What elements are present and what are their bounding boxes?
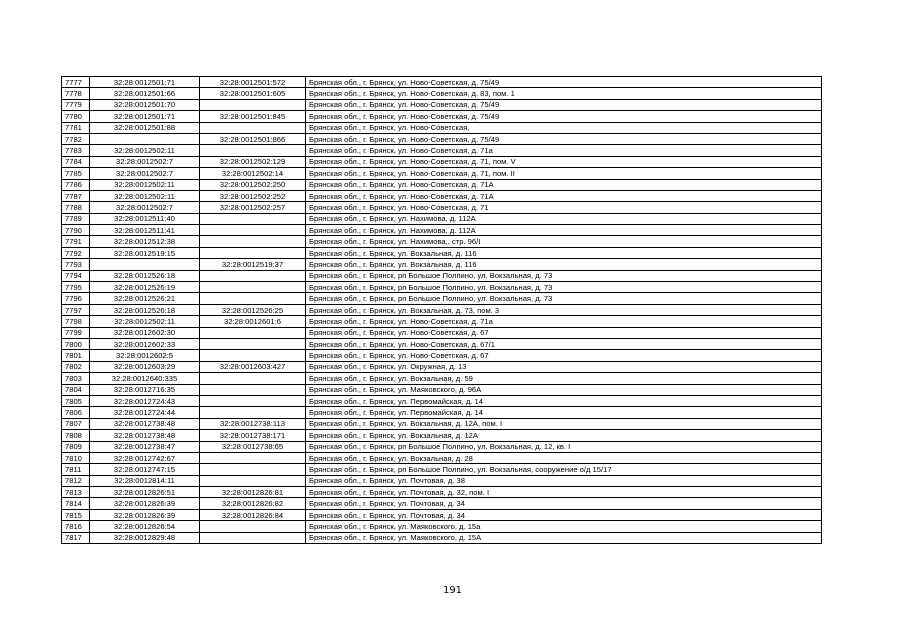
row-number-cell: 7803 — [62, 373, 90, 384]
row-number-cell: 7784 — [62, 156, 90, 167]
address-cell: Брянская обл., г. Брянск, ул. Вокзальная, д. 116 — [306, 247, 822, 258]
related-cadastral-number-cell — [200, 236, 306, 247]
table-row — [62, 270, 822, 281]
cadastral-number-cell: 32:28:0012738:47 — [90, 441, 200, 452]
related-cadastral-number-cell — [200, 350, 306, 361]
address-cell: Брянская обл., г. Брянск, рп Большое Полпино, ул. Вокзальная, д. 73 — [306, 270, 822, 281]
address-cell: Брянская обл., г. Брянск, ул. Ново-Советская, д. 67 — [306, 350, 822, 361]
cadastral-number-cell: 32:28:0012512:38 — [90, 236, 200, 247]
address-cell: Брянская обл., г. Брянск, ул. Ново-Советская, д. 75/49 — [306, 111, 822, 122]
related-cadastral-number-cell: 32:28:0012501:866 — [200, 133, 306, 144]
row-number-cell: 7798 — [62, 316, 90, 327]
related-cadastral-number-cell — [200, 521, 306, 532]
cadastral-number-cell: 32:28:0012526:21 — [90, 293, 200, 304]
row-number-cell: 7778 — [62, 88, 90, 99]
row-number-cell: 7812 — [62, 475, 90, 486]
row-number-cell: 7797 — [62, 304, 90, 315]
related-cadastral-number-cell — [200, 270, 306, 281]
table-row — [62, 384, 822, 395]
related-cadastral-number-cell: 32:28:0012502:129 — [200, 156, 306, 167]
cadastral-number-cell: 32:28:0012826:39 — [90, 498, 200, 509]
table-row — [62, 316, 822, 327]
related-cadastral-number-cell — [200, 282, 306, 293]
related-cadastral-number-cell — [200, 122, 306, 133]
row-number-cell: 7815 — [62, 509, 90, 520]
related-cadastral-number-cell: 32:28:0012601:6 — [200, 316, 306, 327]
table-row — [62, 532, 822, 543]
table-row — [62, 202, 822, 213]
related-cadastral-number-cell — [200, 373, 306, 384]
row-number-cell: 7795 — [62, 282, 90, 293]
related-cadastral-number-cell — [200, 384, 306, 395]
related-cadastral-number-cell — [200, 395, 306, 406]
row-number-cell: 7782 — [62, 133, 90, 144]
table-row — [62, 373, 822, 384]
address-cell: Брянская обл., г. Брянск, ул. Ново-Советская, д. 67 — [306, 327, 822, 338]
row-number-cell: 7804 — [62, 384, 90, 395]
related-cadastral-number-cell: 32:28:0012502:252 — [200, 190, 306, 201]
address-cell: Брянская обл., г. Брянск, ул. Первомайская, д. 14 — [306, 395, 822, 406]
row-number-cell: 7806 — [62, 407, 90, 418]
row-number-cell: 7790 — [62, 225, 90, 236]
related-cadastral-number-cell: 32:28:0012501:605 — [200, 88, 306, 99]
table-row — [62, 225, 822, 236]
table-row — [62, 133, 822, 144]
related-cadastral-number-cell — [200, 452, 306, 463]
table-row — [62, 475, 822, 486]
address-cell: Брянская обл., г. Брянск, ул. Вокзальная, д. 12А, пом. I — [306, 418, 822, 429]
row-number-cell: 7801 — [62, 350, 90, 361]
cadastral-number-cell: 32:28:0012519:15 — [90, 247, 200, 258]
cadastral-number-cell: 32:28:0012826:39 — [90, 509, 200, 520]
table-row — [62, 304, 822, 315]
address-cell: Брянская обл., г. Брянск, рп Большое Полпино, ул. Вокзальная, д. 73 — [306, 293, 822, 304]
row-number-cell: 7808 — [62, 430, 90, 441]
address-cell: Брянская обл., г. Брянск, ул. Вокзальная, д. 73, пом. 3 — [306, 304, 822, 315]
table-row — [62, 521, 822, 532]
row-number-cell: 7811 — [62, 464, 90, 475]
cadastral-number-cell: 32:28:0012829:48 — [90, 532, 200, 543]
address-cell: Брянская обл., г. Брянск, ул. Ново-Советская, д. 71, пом. V — [306, 156, 822, 167]
cadastral-number-cell: 32:28:0012502:7 — [90, 202, 200, 213]
related-cadastral-number-cell: 32:28:0012603:427 — [200, 361, 306, 372]
address-cell: Брянская обл., г. Брянск, ул. Ново-Советская, д. 75/49 — [306, 77, 822, 88]
cadastral-number-cell: 32:28:0012826:54 — [90, 521, 200, 532]
registry-table — [61, 76, 822, 544]
related-cadastral-number-cell — [200, 99, 306, 110]
related-cadastral-number-cell — [200, 247, 306, 258]
address-cell: Брянская обл., г. Брянск, рп Большое Полпино, ул. Вокзальная, д. 12, кв. I — [306, 441, 822, 452]
table-row — [62, 111, 822, 122]
address-cell: Брянская обл., г. Брянск, ул. Ново-Советская, — [306, 122, 822, 133]
cadastral-number-cell: 32:28:0012603:29 — [90, 361, 200, 372]
related-cadastral-number-cell — [200, 464, 306, 475]
related-cadastral-number-cell: 32:28:0012502:250 — [200, 179, 306, 190]
address-cell: Брянская обл., г. Брянск, ул. Ново-Советская, д. 67/1 — [306, 338, 822, 349]
cadastral-number-cell: 32:28:0012526:18 — [90, 270, 200, 281]
address-cell: Брянская обл., г. Брянск, ул. Окружная, д. 13 — [306, 361, 822, 372]
cadastral-number-cell: 32:28:0012826:51 — [90, 487, 200, 498]
cadastral-number-cell: 32:28:0012526:19 — [90, 282, 200, 293]
cadastral-number-cell: 32:28:0012814:11 — [90, 475, 200, 486]
cadastral-number-cell: 32:28:0012501:71 — [90, 111, 200, 122]
cadastral-number-cell: 32:28:0012502:11 — [90, 179, 200, 190]
related-cadastral-number-cell: 32:28:0012519:37 — [200, 259, 306, 270]
table-row — [62, 156, 822, 167]
row-number-cell: 7783 — [62, 145, 90, 156]
cadastral-number-cell: 32:28:0012602:33 — [90, 338, 200, 349]
row-number-cell: 7799 — [62, 327, 90, 338]
address-cell: Брянская обл., г. Брянск, ул. Вокзальная, д. 28 — [306, 452, 822, 463]
cadastral-number-cell: 32:28:0012502:7 — [90, 156, 200, 167]
table-row — [62, 247, 822, 258]
table-row — [62, 122, 822, 133]
row-number-cell: 7807 — [62, 418, 90, 429]
related-cadastral-number-cell: 32:28:0012526:25 — [200, 304, 306, 315]
related-cadastral-number-cell — [200, 293, 306, 304]
row-number-cell: 7789 — [62, 213, 90, 224]
registry-table-body — [62, 77, 822, 544]
address-cell: Брянская обл., г. Брянск, ул. Маяковского, д. 15А — [306, 532, 822, 543]
related-cadastral-number-cell — [200, 338, 306, 349]
table-row — [62, 327, 822, 338]
table-row — [62, 190, 822, 201]
row-number-cell: 7794 — [62, 270, 90, 281]
cadastral-number-cell: 32:28:0012602:30 — [90, 327, 200, 338]
address-cell: Брянская обл., г. Брянск, ул. Нахимова, д. 112А — [306, 213, 822, 224]
cadastral-number-cell: 32:28:0012501:88 — [90, 122, 200, 133]
address-cell: Брянская обл., г. Брянск, ул. Почтовая, д. 34 — [306, 509, 822, 520]
related-cadastral-number-cell: 32:28:0012826:82 — [200, 498, 306, 509]
address-cell: Брянская обл., г. Брянск, ул. Нахимова,, стр. 96/I — [306, 236, 822, 247]
row-number-cell: 7780 — [62, 111, 90, 122]
cadastral-number-cell: 32:28:0012738:48 — [90, 418, 200, 429]
related-cadastral-number-cell — [200, 327, 306, 338]
row-number-cell: 7779 — [62, 99, 90, 110]
related-cadastral-number-cell: 32:28:0012826:84 — [200, 509, 306, 520]
cadastral-number-cell: 32:28:0012742:67 — [90, 452, 200, 463]
cadastral-number-cell: 32:28:0012502:11 — [90, 316, 200, 327]
row-number-cell: 7792 — [62, 247, 90, 258]
cadastral-number-cell: 32:28:0012502:11 — [90, 145, 200, 156]
address-cell: Брянская обл., г. Брянск, ул. Ново-Советская, д. 71а — [306, 145, 822, 156]
address-cell: Брянская обл., г. Брянск, ул. Вокзальная, д. 116 — [306, 259, 822, 270]
cadastral-number-cell: 32:28:0012501:70 — [90, 99, 200, 110]
cadastral-number-cell: 32:28:0012602:5 — [90, 350, 200, 361]
related-cadastral-number-cell: 32:28:0012501:845 — [200, 111, 306, 122]
cadastral-number-cell — [90, 259, 200, 270]
related-cadastral-number-cell: 32:28:0012738:171 — [200, 430, 306, 441]
table-row — [62, 282, 822, 293]
table-row — [62, 88, 822, 99]
table-row — [62, 509, 822, 520]
related-cadastral-number-cell: 32:28:0012826:81 — [200, 487, 306, 498]
row-number-cell: 7802 — [62, 361, 90, 372]
address-cell: Брянская обл., г. Брянск, ул. Ново-Советская, д. 75/49 — [306, 133, 822, 144]
cadastral-number-cell: 32:28:0012747:15 — [90, 464, 200, 475]
cadastral-number-cell — [90, 133, 200, 144]
row-number-cell: 7800 — [62, 338, 90, 349]
address-cell: Брянская обл., г. Брянск, ул. Почтовая, д. 38 — [306, 475, 822, 486]
address-cell: Брянская обл., г. Брянск, ул. Ново-Советская, д. 71А — [306, 179, 822, 190]
table-row — [62, 145, 822, 156]
cadastral-number-cell: 32:28:0012502:11 — [90, 190, 200, 201]
related-cadastral-number-cell — [200, 532, 306, 543]
table-row — [62, 498, 822, 509]
related-cadastral-number-cell — [200, 213, 306, 224]
row-number-cell: 7785 — [62, 168, 90, 179]
row-number-cell: 7787 — [62, 190, 90, 201]
address-cell: Брянская обл., г. Брянск, ул. Маяковского, д. 96А — [306, 384, 822, 395]
address-cell: Брянская обл., г. Брянск, ул. Ново-Советская, д. 71А — [306, 190, 822, 201]
related-cadastral-number-cell — [200, 475, 306, 486]
table-row — [62, 168, 822, 179]
row-number-cell: 7805 — [62, 395, 90, 406]
cadastral-number-cell: 32:28:0012716:35 — [90, 384, 200, 395]
table-row — [62, 77, 822, 88]
row-number-cell: 7796 — [62, 293, 90, 304]
table-row — [62, 213, 822, 224]
address-cell: Брянская обл., г. Брянск, ул. Почтовая, д. 34 — [306, 498, 822, 509]
table-row — [62, 236, 822, 247]
table-row — [62, 418, 822, 429]
table-row — [62, 361, 822, 372]
related-cadastral-number-cell: 32:28:0012502:257 — [200, 202, 306, 213]
row-number-cell: 7786 — [62, 179, 90, 190]
related-cadastral-number-cell — [200, 145, 306, 156]
address-cell: Брянская обл., г. Брянск, рп Большое Полпино, ул. Вокзальная, сооружение о/д 15/17 — [306, 464, 822, 475]
address-cell: Брянская обл., г. Брянск, ул. Вокзальная, д. 12А — [306, 430, 822, 441]
related-cadastral-number-cell: 32:28:0012738:65 — [200, 441, 306, 452]
cadastral-number-cell: 32:28:0012526:18 — [90, 304, 200, 315]
row-number-cell: 7793 — [62, 259, 90, 270]
cadastral-number-cell: 32:28:0012511:41 — [90, 225, 200, 236]
row-number-cell: 7816 — [62, 521, 90, 532]
row-number-cell: 7810 — [62, 452, 90, 463]
address-cell: Брянская обл., г. Брянск, ул. Вокзальная, д. 59 — [306, 373, 822, 384]
table-row — [62, 179, 822, 190]
table-row — [62, 338, 822, 349]
table-row — [62, 407, 822, 418]
address-cell: Брянская обл., г. Брянск, ул. Ново-Советская, д. 71 — [306, 202, 822, 213]
row-number-cell: 7809 — [62, 441, 90, 452]
table-row — [62, 259, 822, 270]
row-number-cell: 7813 — [62, 487, 90, 498]
page-number: 191 — [442, 585, 463, 596]
related-cadastral-number-cell: 32:28:0012502:14 — [200, 168, 306, 179]
address-cell: Брянская обл., г. Брянск, ул. Ново-Советская, д. 83, пом. 1 — [306, 88, 822, 99]
address-cell: Брянская обл., г. Брянск, рп Большое Полпино, ул. Вокзальная, д. 73 — [306, 282, 822, 293]
cadastral-number-cell: 32:28:0012640:335 — [90, 373, 200, 384]
row-number-cell: 7791 — [62, 236, 90, 247]
table-row — [62, 464, 822, 475]
cadastral-number-cell: 32:28:0012501:66 — [90, 88, 200, 99]
row-number-cell: 7817 — [62, 532, 90, 543]
cadastral-number-cell: 32:28:0012724:44 — [90, 407, 200, 418]
address-cell: Брянская обл., г. Брянск, ул. Маяковского, д. 15а — [306, 521, 822, 532]
table-row — [62, 487, 822, 498]
address-cell: Брянская обл., г. Брянск, ул. Нахимова, д. 112А — [306, 225, 822, 236]
cadastral-number-cell: 32:28:0012511:40 — [90, 213, 200, 224]
cadastral-number-cell: 32:28:0012738:48 — [90, 430, 200, 441]
table-row — [62, 430, 822, 441]
table-row — [62, 350, 822, 361]
cadastral-number-cell: 32:28:0012502:7 — [90, 168, 200, 179]
row-number-cell: 7781 — [62, 122, 90, 133]
related-cadastral-number-cell — [200, 225, 306, 236]
cadastral-number-cell: 32:28:0012501:71 — [90, 77, 200, 88]
address-cell: Брянская обл., г. Брянск, ул. Почтовая, д. 32, пом. I — [306, 487, 822, 498]
table-row — [62, 293, 822, 304]
address-cell: Брянская обл., г. Брянск, ул. Ново-Советская, д. 71, пом. II — [306, 168, 822, 179]
address-cell: Брянская обл., г. Брянск, ул. Ново-Советская, д. 75/49 — [306, 99, 822, 110]
cadastral-number-cell: 32:28:0012724:43 — [90, 395, 200, 406]
related-cadastral-number-cell: 32:28:0012501:572 — [200, 77, 306, 88]
row-number-cell: 7814 — [62, 498, 90, 509]
address-cell: Брянская обл., г. Брянск, ул. Ново-Советская, д. 71а — [306, 316, 822, 327]
table-row — [62, 99, 822, 110]
related-cadastral-number-cell: 32:28:0012738:113 — [200, 418, 306, 429]
table-row — [62, 452, 822, 463]
related-cadastral-number-cell — [200, 407, 306, 418]
table-row — [62, 395, 822, 406]
table-row — [62, 441, 822, 452]
row-number-cell: 7788 — [62, 202, 90, 213]
row-number-cell: 7777 — [62, 77, 90, 88]
address-cell: Брянская обл., г. Брянск, ул. Первомайская, д. 14 — [306, 407, 822, 418]
